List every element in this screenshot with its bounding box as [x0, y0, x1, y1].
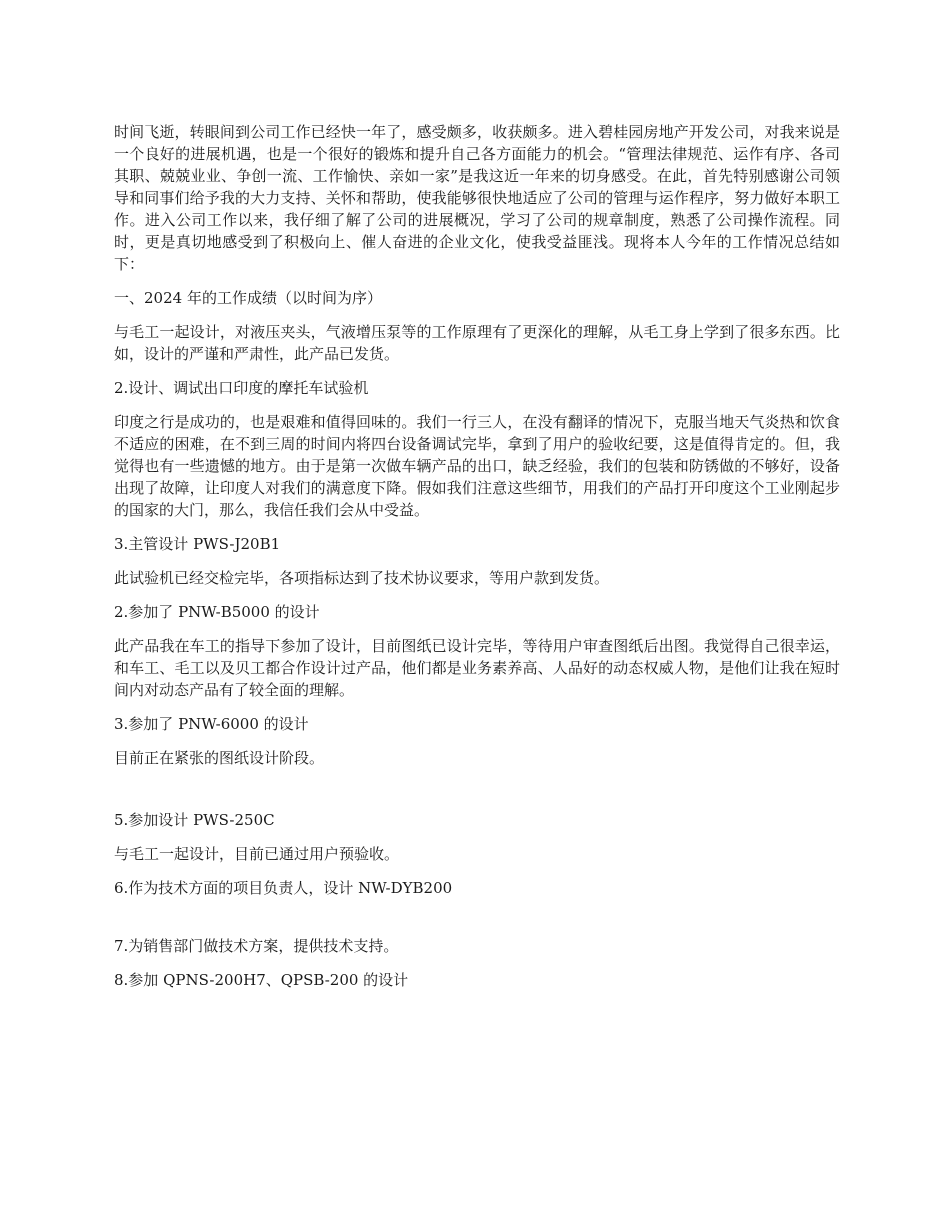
- item-heading: 7.为销售部门做技术方案，提供技术支持。: [114, 937, 399, 955]
- section-heading: 一、2024 年的工作成绩（以时间为序）: [114, 289, 382, 307]
- item-heading: 2.设计、调试出口印度的摩托车试验机: [114, 379, 369, 397]
- blank-line: [114, 911, 840, 935]
- item-heading: 3.主管设计 PWS-J20B1: [114, 535, 281, 553]
- item-heading: 3.参加了 PNW-6000 的设计: [114, 715, 309, 733]
- body-paragraph: 此产品我在车工的指导下参加了设计，目前图纸已设计完毕，等待用户审查图纸后出图。我觉得自己很幸运，和车工、毛工以及贝工都合作设计过产品，他们都是业务素养高、人品好的动态权威人物，是他们让我在短时间内对动态产品有了较全面的理解。: [114, 637, 840, 699]
- body-paragraph: 与毛工一起设计，目前已通过用户预验收。: [114, 845, 400, 863]
- body-paragraph: 此试验机已经交检完毕，各项指标达到了技术协议要求，等用户款到发货。: [114, 569, 610, 587]
- item-heading: 6.作为技术方面的项目负责人，设计 NW-DYB200: [114, 879, 453, 897]
- intro-paragraph: 时间飞逝，转眼间到公司工作已经快一年了，感受颇多，收获颇多。进入碧桂园房地产开发公司，对我来说是一个良好的进展机遇，也是一个很好的锻炼和提升自己各方面能力的机会。“管理法律规范、运作有序、各司其职、兢兢业业、争创一流、工作愉快、亲如一家”是我这近一年来的切身感受。在此，首先特别感谢公司领导和同事们给予我的大力支持、关怀和帮助，使我能够很快地适应了公司的管理与运作程序，努力做好本职工作。进入公司工作以来，我仔细了解了公司的进展概况，学习了公司的规章制度，熟悉了公司操作流程。同时，更是真切地感受到了积极向上、催人奋进的企业文化，使我受益匪浅。现将本人今年的工作情况总结如下：: [114, 123, 840, 273]
- item-heading: 5.参加设计 PWS-250C: [114, 811, 275, 829]
- blank-line: [114, 781, 840, 809]
- body-paragraph: 印度之行是成功的，也是艰难和值得回味的。我们一行三人，在没有翻译的情况下，克服当地天气炎热和饮食不适应的困难，在不到三周的时间内将四台设备调试完毕，拿到了用户的验收纪要，这是值得肯定的。但，我觉得也有一些遗憾的地方。由于是第一次做车辆产品的出口，缺乏经验，我们的包装和防锈做的不够好，设备出现了故障，让印度人对我们的满意度下降。假如我们注意这些细节，用我们的产品打开印度这个工业刚起步的国家的大门，那么，我信任我们会从中受益。: [114, 413, 840, 519]
- body-paragraph: 目前正在紧张的图纸设计阶段。: [114, 749, 325, 767]
- document-body: [114, 121, 840, 1003]
- item-heading: 8.参加 QPNS-200H7、QPSB-200 的设计: [114, 971, 409, 989]
- body-paragraph: 与毛工一起设计，对液压夹头，气液增压泵等的工作原理有了更深化的理解，从毛工身上学到了很多东西。比如，设计的严谨和严肃性，此产品已发货。: [114, 323, 840, 363]
- item-heading: 2.参加了 PNW-B5000 的设计: [114, 603, 320, 621]
